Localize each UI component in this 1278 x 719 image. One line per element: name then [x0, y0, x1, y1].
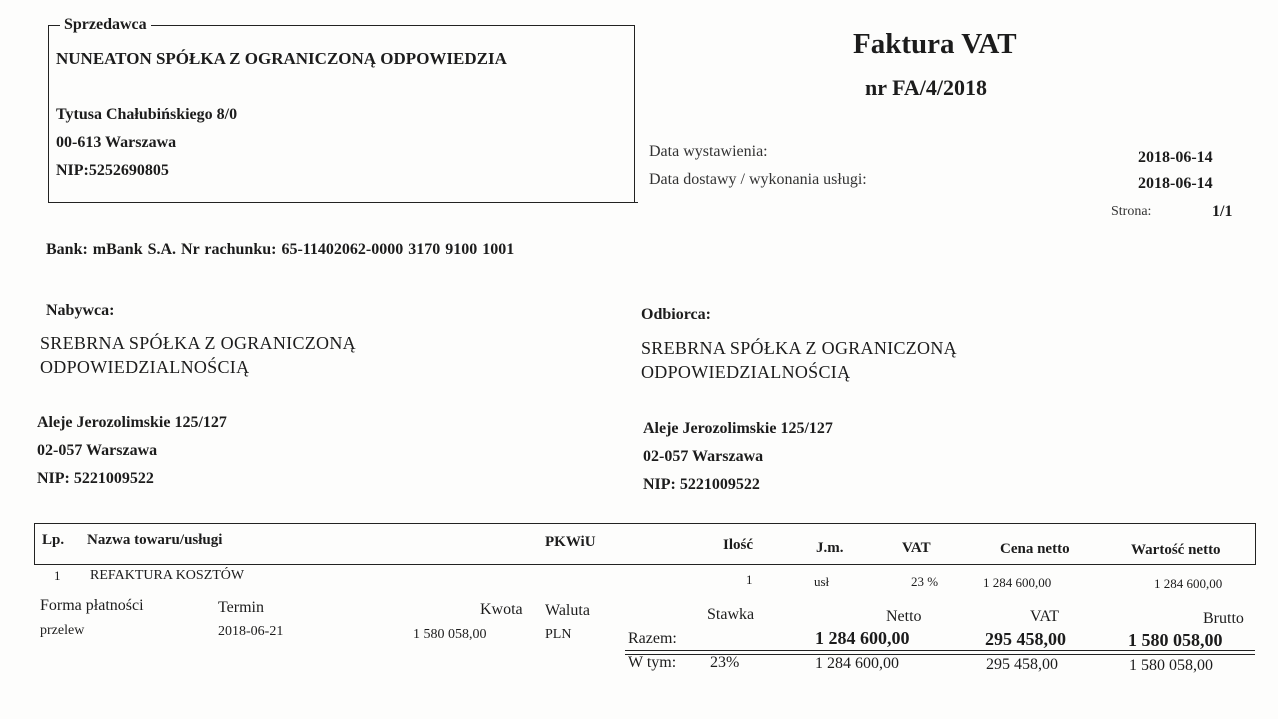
payment-amount: 1 580 058,00	[413, 627, 487, 642]
summary-incl-gross: 1 580 058,00	[1129, 657, 1213, 674]
seller-legend: Sprzedawca	[60, 16, 151, 34]
row-vat: 23 %	[911, 574, 939, 589]
col-lp: Lp.	[42, 532, 65, 548]
recipient-nip: NIP: 5221009522	[643, 476, 760, 493]
summary-rate-header: Stawka	[707, 606, 755, 623]
payment-currency-header: Waluta	[545, 602, 590, 619]
col-net-price: Cena netto	[1000, 541, 1070, 557]
summary-incl-label: W tym:	[628, 654, 677, 671]
col-name: Nazwa towaru/usługi	[87, 532, 223, 548]
payment-amount-header: Kwota	[480, 601, 523, 618]
page-label: Strona:	[1111, 204, 1152, 219]
col-pkwiu: PKWiU	[545, 534, 596, 550]
buyer-city: 02-057 Warszawa	[37, 442, 158, 459]
issue-date: 2018-06-14	[1138, 149, 1213, 166]
delivery-date: 2018-06-14	[1138, 175, 1213, 192]
row-unit: usł	[814, 574, 830, 589]
summary-total-label: Razem:	[628, 630, 677, 647]
summary-vat-header: VAT	[1030, 608, 1060, 625]
payment-form-header: Forma płatności	[40, 597, 144, 614]
seller-city: 00-613 Warszawa	[56, 134, 177, 151]
row-net-value: 1 284 600,00	[1154, 576, 1223, 591]
delivery-date-label: Data dostawy / wykonania usługi:	[649, 171, 867, 188]
payment-currency: PLN	[545, 627, 572, 642]
invoice-title: Faktura VAT	[853, 28, 1017, 60]
summary-total-gross: 1 580 058,00	[1128, 630, 1223, 650]
invoice-number: nr FA/4/2018	[865, 75, 988, 100]
summary-incl-vat: 295 458,00	[986, 656, 1058, 673]
seller-nip: NIP:5252690805	[56, 162, 169, 179]
items-table-header-line	[34, 564, 1256, 565]
recipient-street: Aleje Jerozolimskie 125/127	[643, 420, 833, 437]
seller-box-divider	[48, 202, 638, 203]
recipient-name-line2: ODPOWIEDZIALNOŚCIĄ	[641, 362, 851, 382]
col-qty: Ilość	[723, 537, 753, 553]
col-unit: J.m.	[816, 540, 844, 556]
buyer-name-line1: SREBRNA SPÓŁKA Z OGRANICZONĄ	[40, 333, 356, 353]
buyer-street: Aleje Jerozolimskie 125/127	[37, 414, 227, 431]
recipient-label: Odbiorca:	[641, 306, 711, 323]
summary-gross-header: Brutto	[1203, 610, 1244, 627]
summary-total-vat: 295 458,00	[985, 629, 1066, 649]
bank-account: Bank: mBank S.A. Nr rachunku: 65-11402062-0000 3170 9100 1001	[46, 241, 515, 258]
payment-term: 2018-06-21	[218, 624, 284, 639]
issue-date-label: Data wystawienia:	[649, 143, 768, 160]
page-value: 1/1	[1212, 203, 1233, 220]
buyer-nip: NIP: 5221009522	[37, 470, 154, 487]
summary-rule-top	[625, 650, 1255, 651]
col-vat: VAT	[902, 540, 931, 556]
summary-net-header: Netto	[886, 608, 922, 625]
row-name: REFAKTURA KOSZTÓW	[90, 568, 245, 583]
payment-form: przelew	[40, 623, 85, 638]
row-lp: 1	[54, 568, 61, 583]
summary-total-net: 1 284 600,00	[815, 628, 910, 648]
seller-name: NUNEATON SPÓŁKA Z OGRANICZONĄ ODPOWIEDZIA	[56, 49, 507, 68]
buyer-name-line2: ODPOWIEDZIALNOŚCIĄ	[40, 357, 250, 377]
col-net-value: Wartość netto	[1131, 542, 1221, 558]
row-net-price: 1 284 600,00	[983, 575, 1052, 590]
payment-term-header: Termin	[218, 599, 264, 616]
summary-incl-rate: 23%	[710, 654, 740, 671]
buyer-label: Nabywca:	[46, 302, 115, 319]
seller-street: Tytusa Chałubińskiego 8/0	[56, 106, 238, 123]
row-qty: 1	[746, 572, 753, 587]
recipient-name-line1: SREBRNA SPÓŁKA Z OGRANICZONĄ	[641, 338, 957, 358]
summary-incl-net: 1 284 600,00	[815, 655, 899, 672]
recipient-city: 02-057 Warszawa	[643, 448, 764, 465]
